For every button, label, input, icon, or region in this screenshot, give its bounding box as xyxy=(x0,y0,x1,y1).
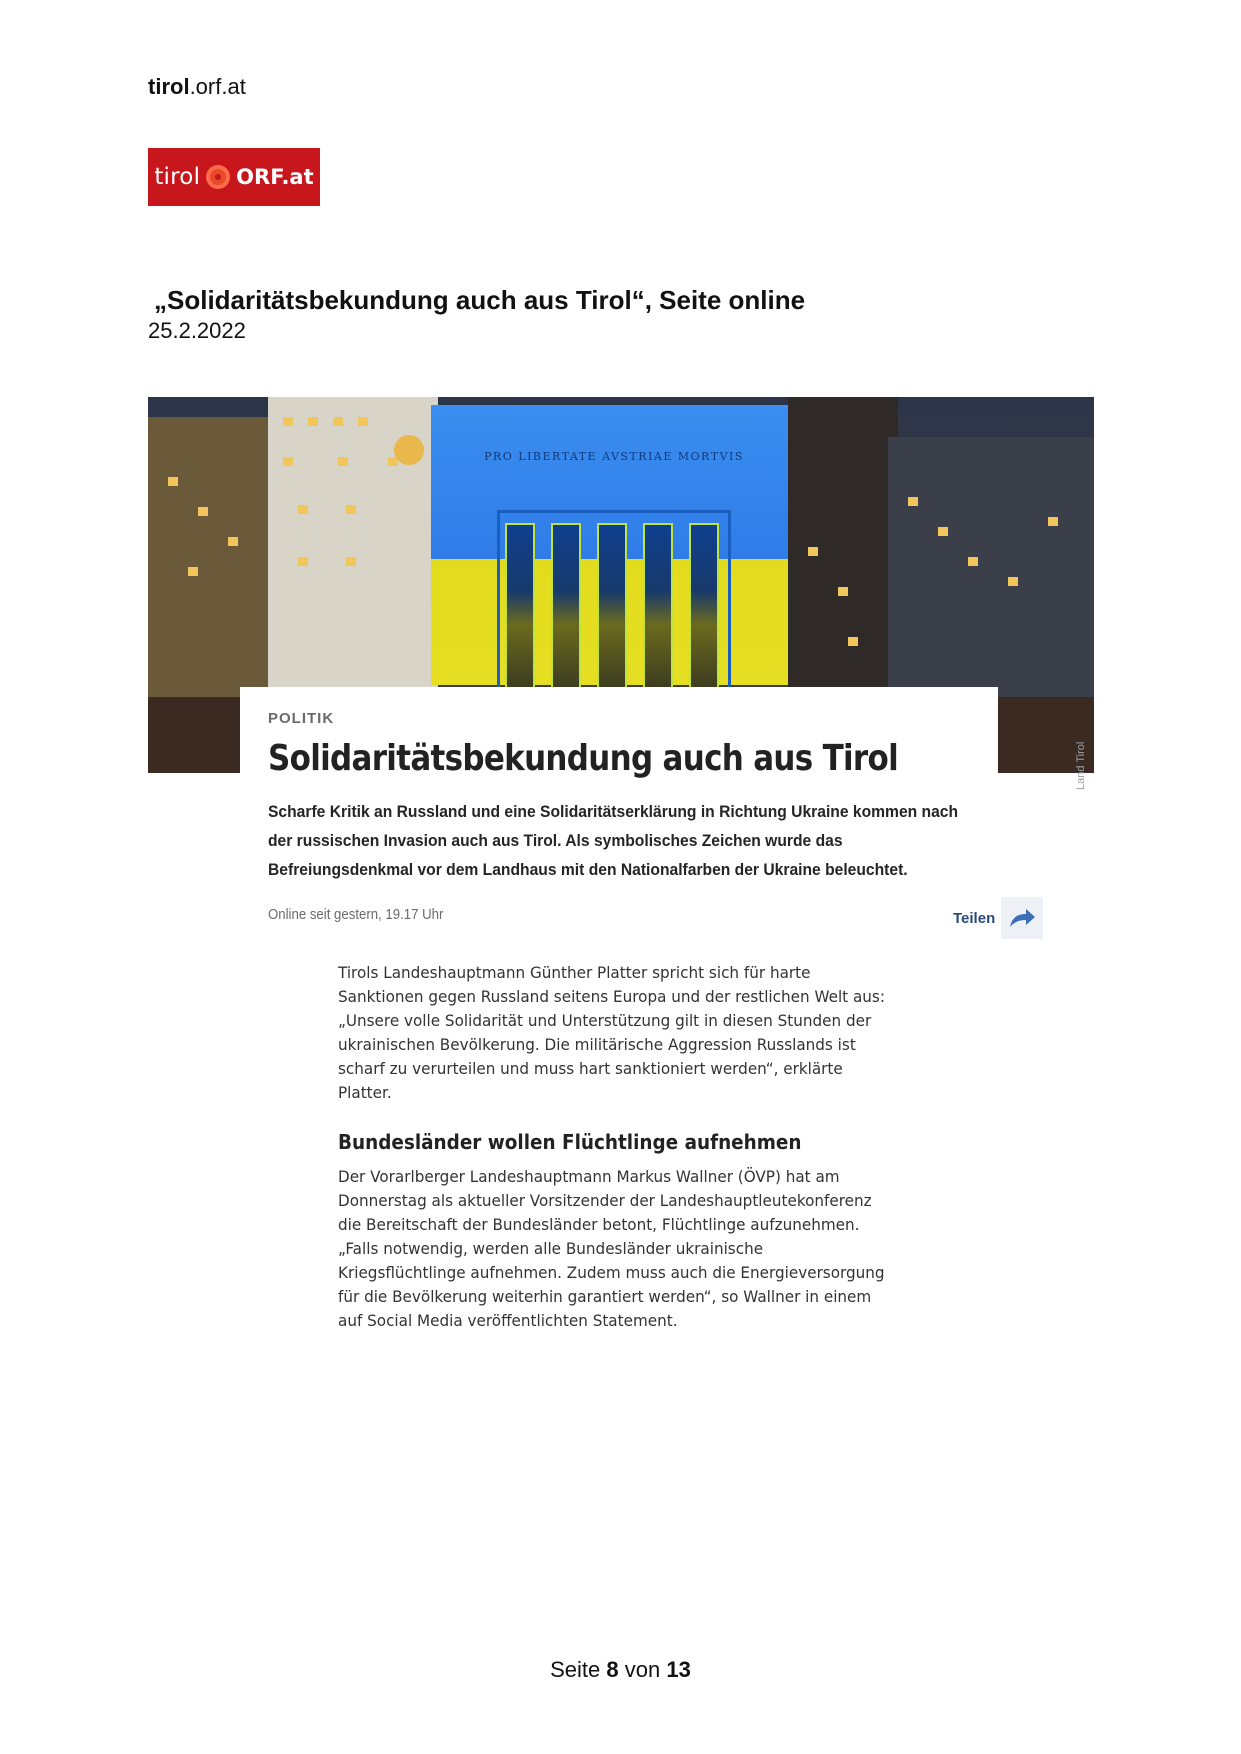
site-name-domain: .orf.at xyxy=(189,74,246,99)
article-paragraph: Der Vorarlberger Landeshauptmann Markus Wallner (ÖVP) hat am Donnerstag als aktueller Vorsitzender der Landeshauptleutekonferenz die Bereitschaft der Bundesländer betont, Flüchtlinge aufzunehmen. „Falls notwendig, werden alle Bundesländer ukrainische Kriegsflüchtlinge aufnehmen. Zudem muss auch die Energieversorgung für die Bevölkerung weiterhin garantiert werden“, so Wallner in einem auf Social Media veröffentlichten Statement. xyxy=(338,1167,885,1330)
right-building xyxy=(788,397,898,697)
site-name-bold: tirol xyxy=(148,74,190,99)
footer-total-pages: 13 xyxy=(666,1657,691,1682)
orf-tirol-logo xyxy=(148,148,320,206)
monument-pillar xyxy=(505,523,535,693)
monument-pillar xyxy=(551,523,581,693)
logo-brand-text: ORF.at xyxy=(236,165,314,189)
monument-pillar xyxy=(597,523,627,693)
article-paragraph: Tirols Landeshauptmann Günther Platter spricht sich für harte Sanktionen gegen Russland seitens Europa und der restlichen Welt aus: „Unsere volle Solidarität und Unterstützung gilt in diesen Stunden der ukrainischen Bevölkerung. Die militärische Aggression Russlands ist scharf zu verurteilen und muss hart sanktioniert werden“, erklärte Platter. xyxy=(338,963,885,1102)
article-timestamp: Online seit gestern, 19.17 Uhr xyxy=(268,906,444,923)
footer-page-number: 8 xyxy=(606,1657,619,1682)
clock-icon xyxy=(394,435,424,465)
article-subheading: Bundesländer wollen Flüchtlinge aufnehmen xyxy=(338,1130,802,1154)
share-label: Teilen xyxy=(953,909,996,927)
footer-middle: von xyxy=(624,1657,661,1682)
share-button[interactable] xyxy=(953,897,1043,939)
footer-prefix: Seite xyxy=(550,1657,601,1682)
photo-credit: Land Tirol xyxy=(1075,741,1087,790)
monument-pillar xyxy=(643,523,673,693)
article-headline: Solidaritätsbekundung auch aus Tirol xyxy=(268,738,899,779)
site-header xyxy=(148,74,246,100)
share-arrow-icon xyxy=(1001,897,1043,939)
liberation-monument xyxy=(431,405,797,685)
article-category[interactable]: POLITIK xyxy=(268,710,335,727)
monument-pillar xyxy=(689,523,719,693)
article-lead: Scharfe Kritik an Russland und eine Solidaritätserklärung in Richtung Ukraine kommen nach der russischen Invasion auch aus Tirol. Als symbolisches Zeichen wurde das Befreiungsdenkmal vor dem Landhaus mit den Nationalfarben der Ukraine beleuchtet. xyxy=(268,802,959,879)
orf-ring-icon xyxy=(206,165,230,189)
logo-region-text: tirol xyxy=(154,164,201,190)
page-footer xyxy=(0,1657,1241,1683)
monument-inscription: PRO LIBERTATE AVSTRIAE MORTVIS xyxy=(484,450,744,463)
document-date: 25.2.2022 xyxy=(148,318,246,343)
document-title: „Solidaritätsbekundung auch aus Tirol“, Seite online xyxy=(154,285,806,315)
